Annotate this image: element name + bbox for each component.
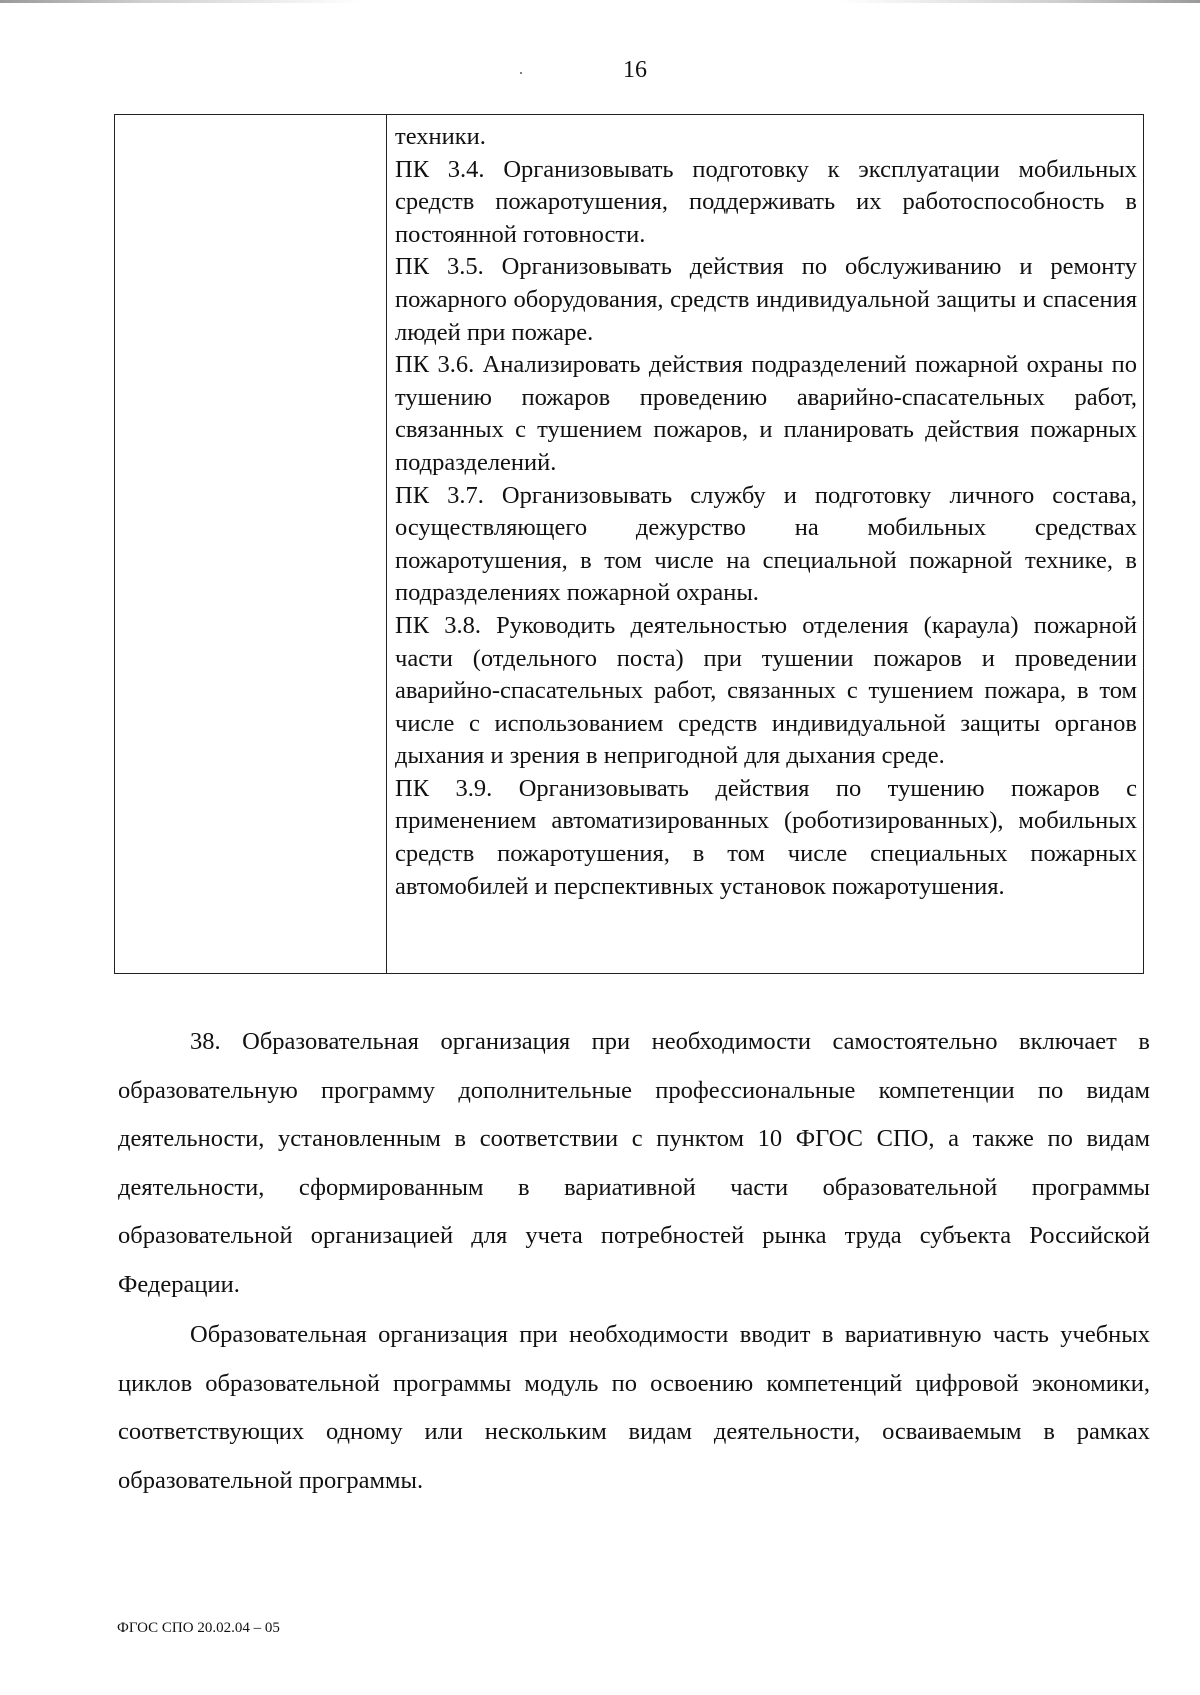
page-number: 16: [623, 57, 647, 83]
paragraph-digital-economy-block: [118, 1311, 1150, 1505]
paragraph-digital-economy: Образовательная организация при необходимости вводит в вариативную часть учебных циклов образовательной программы модуль по освоению компетенций цифровой экономики, соответствующих одному или нескольким видам деятельности, осваиваемым в рамках образовательной программы.: [118, 1321, 1150, 1494]
table-right-cell: [387, 115, 1143, 973]
competence-item-pk-3-6: ПК 3.6. Анализировать действия подразделений пожарной охраны по тушению пожаров проведению аварийно-спасательных работ, связанных с тушением пожаров, и планировать действия пожарных подразделений.: [395, 351, 1137, 476]
competence-item-pk-3-8: ПК 3.8. Руководить деятельностью отделения (караула) пожарной части (отдельного поста) при тушении пожаров и проведении аварийно-спасательных работ, связанных с тушением пожара, в том числе с использованием средств индивидуальной защиты органов дыхания и зрения в непригодной для дыхания среде.: [395, 611, 1137, 770]
scan-speck: [520, 72, 522, 74]
paragraph-38-block: [118, 1018, 1150, 1310]
scan-edge: [0, 0, 1200, 3]
competence-table: [114, 114, 1144, 974]
paragraph-38: 38. Образовательная организация при необходимости самостоятельно включает в образовательную программу дополнительные профессиональные компетенции по видам деятельности, установленным в соответствии с пунктом 10 ФГОС СПО, а также по видам деятельности, сформированным в вариативной части образовательной программы образовательной организацией для учета потребностей рынка труда субъекта Российской Федерации.: [118, 1028, 1150, 1298]
table-left-cell: [115, 115, 387, 973]
document-footer: ФГОС СПО 20.02.04 – 05: [117, 1620, 280, 1636]
competence-item-pk-3-4: ПК 3.4. Организовывать подготовку к эксплуатации мобильных средств пожаротушения, поддерживать их работоспособность в постоянной готовности.: [395, 155, 1137, 248]
competence-item-pk-3-7: ПК 3.7. Организовывать службу и подготовку личного состава, осуществляющего дежурство на мобильных средствах пожаротушения, в том числе на специальной пожарной технике, в подразделениях пожарной охраны.: [395, 481, 1137, 607]
competence-item-pk-3-9: ПК 3.9. Организовывать действия по тушению пожаров с применением автоматизированных (роботизированных), мобильных средств пожаротушения, в том числе специальных пожарных автомобилей и перспективных установок пожаротушения.: [395, 774, 1137, 900]
competence-item: техники.: [395, 123, 486, 150]
competence-item-pk-3-5: ПК 3.5. Организовывать действия по обслуживанию и ремонту пожарного оборудования, средств индивидуальной защиты и спасения людей при пожаре.: [395, 253, 1137, 346]
